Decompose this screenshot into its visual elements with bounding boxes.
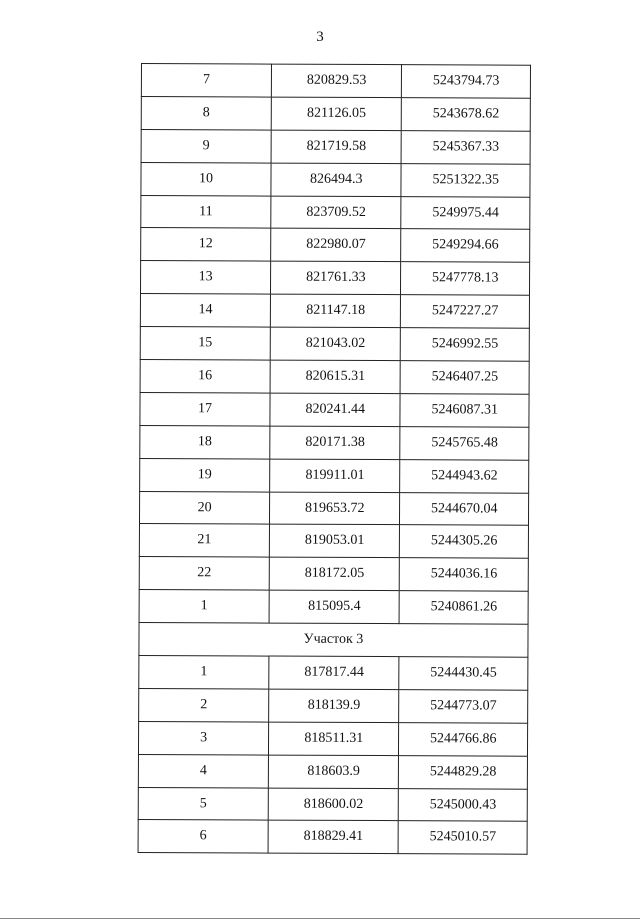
x-coordinate-cell: 818511.31: [269, 722, 400, 755]
point-number-cell: 21: [139, 524, 269, 557]
page-number: 3: [316, 29, 324, 45]
table-row: [141, 162, 530, 197]
y-coordinate-cell: 5244766.86: [399, 722, 528, 755]
x-coordinate-cell: 823709.52: [271, 196, 402, 229]
point-number-cell: 7: [141, 64, 271, 97]
table-row: [139, 656, 528, 691]
table-row: [140, 392, 529, 427]
x-coordinate-cell: 822980.07: [271, 229, 402, 262]
y-coordinate-cell: 5245367.33: [402, 130, 531, 163]
y-coordinate-cell: 5243678.62: [402, 98, 531, 131]
point-number-cell: 12: [141, 228, 271, 261]
x-coordinate-cell: 819653.72: [270, 492, 401, 525]
point-number-cell: 13: [140, 261, 270, 294]
y-coordinate-cell: 5249975.44: [401, 196, 530, 229]
y-coordinate-cell: 5244305.26: [400, 525, 529, 558]
point-number-cell: 1: [139, 590, 269, 623]
point-number-cell: 11: [141, 195, 271, 228]
y-coordinate-cell: 5245000.43: [399, 788, 528, 821]
x-coordinate-cell: 821126.05: [271, 97, 402, 130]
x-coordinate-cell: 821147.18: [270, 294, 401, 327]
x-coordinate-cell: 818139.9: [269, 689, 400, 722]
section-title: Участок 3: [139, 623, 528, 658]
x-coordinate-cell: 815095.4: [269, 590, 400, 623]
table-row: [139, 557, 528, 592]
table-row: [140, 294, 529, 329]
point-number-cell: 2: [139, 688, 269, 721]
y-coordinate-cell: 5244670.04: [400, 492, 529, 525]
point-number-cell: 19: [140, 458, 270, 491]
table-row: [140, 425, 529, 460]
table-row: [141, 129, 530, 164]
table-row: [140, 261, 529, 296]
x-coordinate-cell: 821761.33: [271, 261, 402, 294]
y-coordinate-cell: 5244430.45: [399, 657, 528, 690]
x-coordinate-cell: 820171.38: [270, 426, 401, 459]
point-number-cell: 1: [139, 656, 269, 689]
x-coordinate-cell: 826494.3: [271, 163, 402, 196]
x-coordinate-cell: 820829.53: [271, 64, 402, 97]
point-number-cell: 20: [139, 491, 269, 524]
point-number-cell: 14: [140, 294, 270, 327]
table-row: [141, 195, 530, 230]
point-number-cell: 6: [138, 820, 268, 853]
point-number-cell: 9: [141, 129, 271, 162]
x-coordinate-cell: 820241.44: [270, 393, 401, 426]
x-coordinate-cell: 820615.31: [270, 360, 401, 393]
y-coordinate-cell: 5244943.62: [400, 459, 529, 492]
y-coordinate-cell: 5243794.73: [402, 65, 531, 98]
table-row: [139, 491, 528, 526]
y-coordinate-cell: 5249294.66: [401, 229, 530, 262]
point-number-cell: 8: [141, 96, 271, 129]
x-coordinate-cell: 818172.05: [269, 557, 400, 590]
table-row: [138, 787, 527, 822]
table-row: [138, 820, 527, 855]
section-header-row: [139, 623, 528, 658]
y-coordinate-cell: 5244773.07: [399, 690, 528, 723]
page-bottom-rule: [0, 918, 640, 919]
x-coordinate-cell: 821043.02: [270, 327, 401, 360]
y-coordinate-cell: 5247778.13: [401, 262, 530, 295]
table-row: [141, 228, 530, 263]
x-coordinate-cell: 817817.44: [269, 656, 400, 689]
point-number-cell: 5: [138, 787, 268, 820]
point-number-cell: 18: [140, 425, 270, 458]
y-coordinate-cell: 5246407.25: [401, 361, 530, 394]
point-number-cell: 3: [138, 721, 268, 754]
point-number-cell: 10: [141, 162, 271, 195]
point-number-cell: 4: [138, 754, 268, 787]
table-row: [141, 96, 530, 131]
x-coordinate-cell: 819911.01: [270, 459, 401, 492]
point-number-cell: 15: [140, 327, 270, 360]
y-coordinate-cell: 5244829.28: [399, 755, 528, 788]
y-coordinate-cell: 5251322.35: [401, 163, 530, 196]
y-coordinate-cell: 5247227.27: [401, 295, 530, 328]
table-row: [139, 590, 528, 625]
table-row: [138, 721, 527, 756]
point-number-cell: 17: [140, 392, 270, 425]
table-row: [139, 688, 528, 723]
y-coordinate-cell: 5245010.57: [399, 821, 528, 854]
point-number-cell: 22: [139, 557, 269, 590]
table-row: [140, 327, 529, 362]
coordinates-table: [138, 63, 531, 855]
y-coordinate-cell: 5245765.48: [400, 426, 529, 459]
point-number-cell: 16: [140, 360, 270, 393]
table-row: [140, 458, 529, 493]
y-coordinate-cell: 5244036.16: [400, 558, 529, 591]
y-coordinate-cell: 5246992.55: [401, 328, 530, 361]
table-row: [140, 360, 529, 395]
x-coordinate-cell: 818603.9: [268, 755, 399, 788]
x-coordinate-cell: 818829.41: [268, 821, 399, 854]
x-coordinate-cell: 821719.58: [271, 130, 402, 163]
y-coordinate-cell: 5246087.31: [400, 394, 529, 427]
x-coordinate-cell: 819053.01: [269, 525, 400, 558]
coordinates-table-body: [138, 64, 530, 855]
table-row: [139, 524, 528, 559]
table-row: [141, 64, 530, 99]
table-row: [138, 754, 527, 789]
y-coordinate-cell: 5240861.26: [400, 591, 529, 624]
x-coordinate-cell: 818600.02: [268, 788, 399, 821]
